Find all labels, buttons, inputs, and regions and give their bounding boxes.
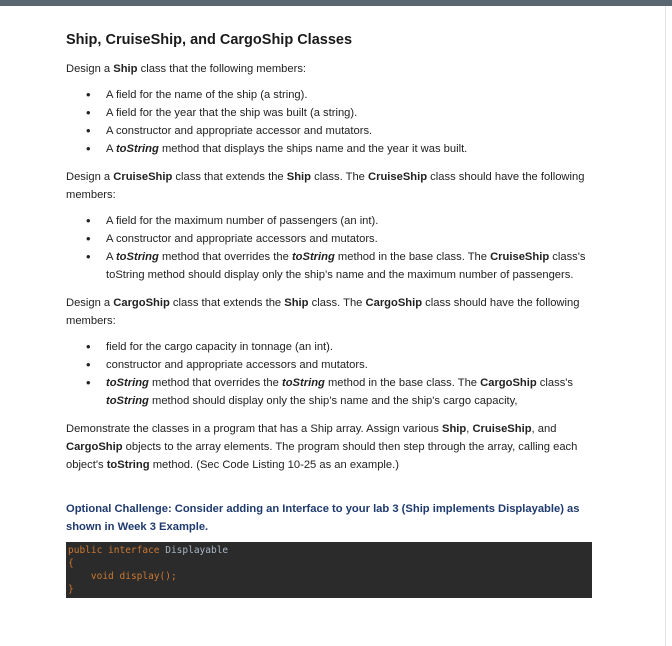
cargo-members-list bbox=[66, 338, 596, 410]
optional-challenge: Optional Challenge: Consider adding an Interface to your lab 3 (Ship implements Displayable) as shown in Week 3 Example. bbox=[66, 503, 580, 533]
list-item: • A constructor and appropriate accessor and mutators. bbox=[106, 122, 596, 140]
list-item: • A toString method that displays the ships name and the year it was built. bbox=[106, 140, 596, 158]
cargo-intro: Design a CargoShip class that extends the Ship class. The CargoShip class should have the following members: bbox=[66, 297, 580, 327]
list-item: • toString method that overrides the toString method in the base class. The CargoShip class's toString method should display only the ship’s name and the ship's cargo capacity, bbox=[106, 374, 596, 410]
list-item: • A field for the name of the ship (a string). bbox=[106, 86, 596, 104]
page-title: Ship, CruiseShip, and CargoShip Classes bbox=[66, 32, 353, 48]
code-line-3: void display(); bbox=[90, 571, 177, 582]
ship-members-list bbox=[66, 86, 596, 158]
list-item: • A toString method that overrides the toString method in the base class. The CruiseShip class's toString method should display only the ship’s name and the maximum number of passengers. bbox=[106, 248, 596, 284]
code-line-2: { bbox=[68, 558, 74, 569]
demo-paragraph: Demonstrate the classes in a program that has a Ship array. Assign various Ship, CruiseShip, and CargoShip objects to the array elements. The program should then step through the array, calling each object's toString method. (Sec Code Listing 10-25 as an example.) bbox=[66, 423, 578, 471]
cruise-intro: Design a CruiseShip class that extends the Ship class. The CruiseShip class should have the following members: bbox=[66, 171, 585, 201]
list-item: • constructor and appropriate accessors and mutators. bbox=[106, 356, 596, 374]
cruise-members-list bbox=[66, 212, 596, 284]
list-item: • A constructor and appropriate accessors and mutators. bbox=[106, 230, 596, 248]
list-item: • field for the cargo capacity in tonnage (an int). bbox=[106, 338, 596, 356]
code-block bbox=[66, 542, 592, 598]
code-line-4: } bbox=[68, 584, 74, 595]
list-item: • A field for the maximum number of passengers (an int). bbox=[106, 212, 596, 230]
top-bar bbox=[0, 0, 672, 6]
code-line-1: public interface Displayable bbox=[68, 545, 229, 556]
list-item: • A field for the year that the ship was built (a string). bbox=[106, 104, 596, 122]
ship-intro: Design a Ship class that the following members: bbox=[66, 63, 307, 75]
document-body bbox=[66, 30, 596, 598]
page-edge bbox=[665, 6, 666, 646]
